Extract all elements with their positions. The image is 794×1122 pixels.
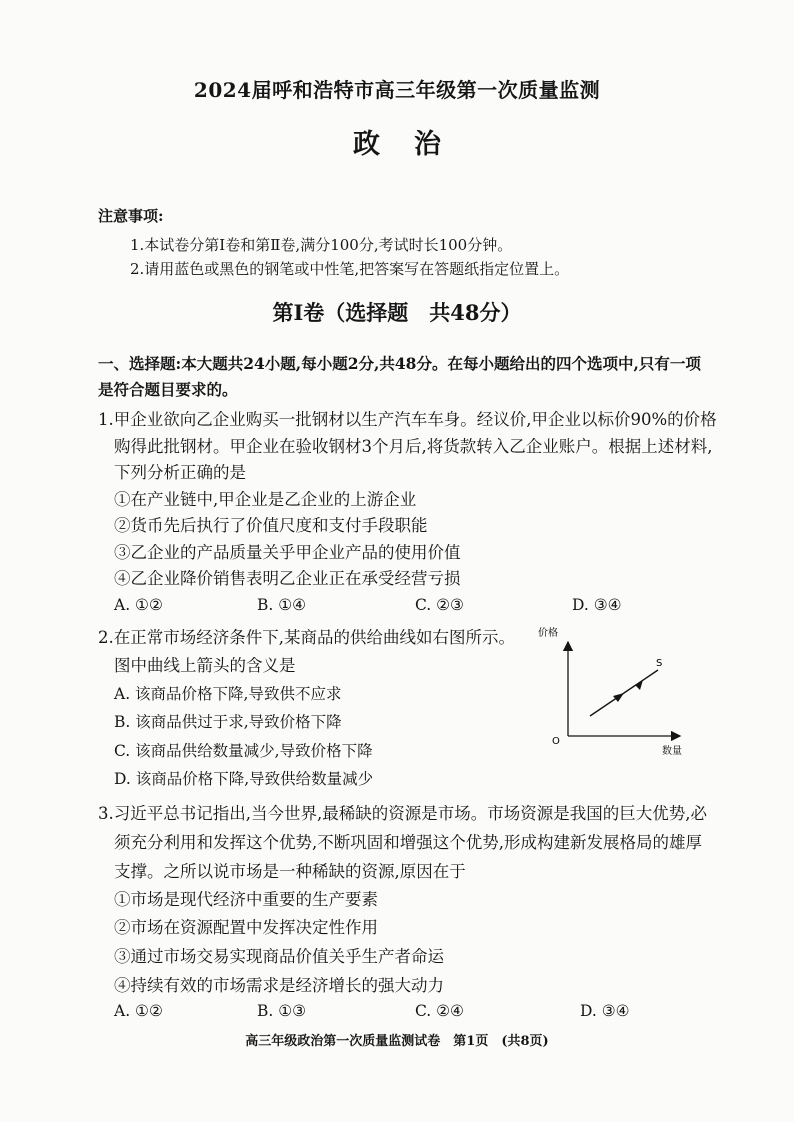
q3-option-d: D. ③④ <box>580 1002 630 1020</box>
q2-option-c: C. 该商品供给数量减少,导致价格下降 <box>114 742 373 760</box>
q3-item-3: ③通过市场交易实现商品价值关乎生产者命运 <box>114 947 444 966</box>
q3-stem-line-2: 须充分利用和发挥这个优势,不断巩固和增强这个优势,形成构建新发展格局的雄厚 <box>114 833 702 852</box>
notice-item-2: 2.请用蓝色或黑色的钢笔或中性笔,把答案写在答题纸指定位置上。 <box>130 260 570 278</box>
section-title: 第Ⅰ卷（选择题 共48分） <box>272 300 522 325</box>
graph-y-axis-label: 价格 <box>538 628 558 639</box>
q2-option-d: D. 该商品价格下降,导致供给数量减少 <box>114 770 374 788</box>
page-footer: 高三年级政治第一次质量监测试卷 第1页 (共8页) <box>245 1034 549 1049</box>
graph-x-axis-label: 数量 <box>662 746 682 757</box>
notice-title: 注意事项: <box>98 207 164 225</box>
curve-arrow-icon <box>635 680 643 690</box>
graph-origin-label: O <box>552 736 560 747</box>
q3-option-a: A. ①② <box>114 1002 163 1020</box>
q3-option-c: C. ②④ <box>415 1002 464 1020</box>
q1-item-4: ④乙企业降价销售表明乙企业正在承受经营亏损 <box>114 569 461 588</box>
subject-title: 政治 <box>353 129 475 160</box>
q2-stem-line-1: 2.在正常市场经济条件下,某商品的供给曲线如右图所示。 <box>98 628 515 647</box>
q1-item-2: ②货币先后执行了价值尺度和支付手段职能 <box>114 516 428 535</box>
q3-item-2: ②市场在资源配置中发挥决定性作用 <box>114 918 378 937</box>
q2-stem-line-2: 图中曲线上箭头的含义是 <box>114 656 296 675</box>
supply-curve-label: S <box>656 658 663 669</box>
q3-stem-line-3: 支撑。之所以说市场是一种稀缺的资源,原因在于 <box>114 862 466 881</box>
section-instructions-line-2: 是符合题目要求的。 <box>98 380 238 399</box>
exam-title: 2024届呼和浩特市高三年级第一次质量监测 <box>193 78 601 102</box>
q3-item-1: ①市场是现代经济中重要的生产要素 <box>114 890 378 909</box>
q2-option-a: A. 该商品价格下降,导致供不应求 <box>114 685 342 703</box>
down-arrow-icon <box>613 693 624 702</box>
q1-item-1: ①在产业链中,甲企业是乙企业的上游企业 <box>114 490 417 509</box>
q3-item-4: ④持续有效的市场需求是经济增长的强大动力 <box>114 976 444 995</box>
q1-option-c: C. ②③ <box>415 596 464 614</box>
q3-option-b: B. ①③ <box>257 1002 307 1020</box>
q2-option-b: B. 该商品供过于求,导致价格下降 <box>114 713 342 731</box>
q1-option-d: D. ③④ <box>572 596 622 614</box>
notice-item-1: 1.本试卷分第Ⅰ卷和第Ⅱ卷,满分100分,考试时长100分钟。 <box>130 236 513 254</box>
section-instructions-line-1: 一、选择题:本大题共24小题,每小题2分,共48分。在每小题给出的四个选项中,只有一项 <box>98 354 701 373</box>
q3-stem-line-1: 3.习近平总书记指出,当今世界,最稀缺的资源是市场。市场资源是我国的巨大优势,必 <box>98 804 707 823</box>
supply-curve-graph <box>540 620 690 760</box>
q1-stem-line-2: 购得此批钢材。甲企业在验收钢材3个月后,将货款转入乙企业账户。根据上述材料, <box>114 437 713 456</box>
q1-item-3: ③乙企业的产品质量关乎甲企业产品的使用价值 <box>114 543 461 562</box>
q1-option-b: B. ①④ <box>257 596 307 614</box>
q1-stem-line-1: 1.甲企业欲向乙企业购买一批钢材以生产汽车车身。经议价,甲企业以标价90%的价格 <box>98 410 717 429</box>
q1-stem-line-3: 下列分析正确的是 <box>114 463 246 482</box>
q1-option-a: A. ①② <box>114 596 163 614</box>
